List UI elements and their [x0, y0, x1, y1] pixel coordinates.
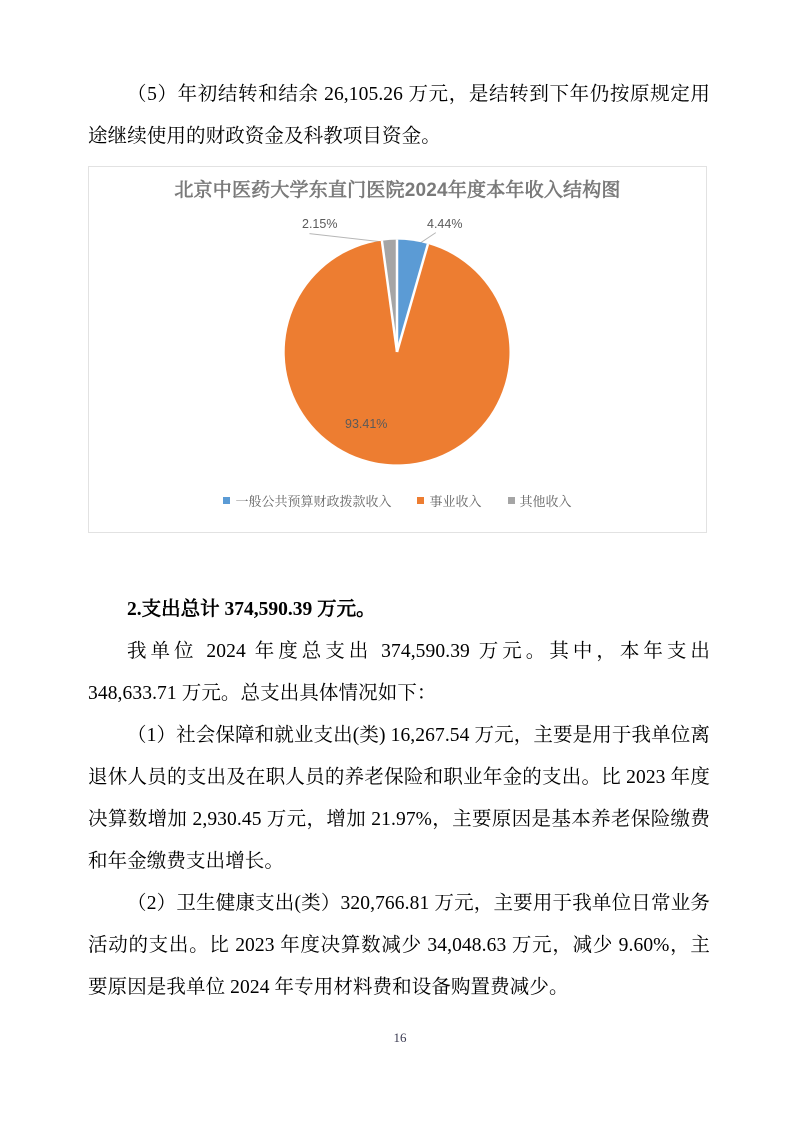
pie-label-other-income: 2.15%	[302, 217, 338, 231]
pie-label-general-budget: 4.44%	[427, 217, 463, 231]
legend-item-other-income	[508, 491, 572, 510]
legend-label: 事业收入	[429, 494, 482, 509]
legend-swatch-icon	[417, 497, 424, 504]
legend-item-operating-income	[417, 491, 481, 510]
legend-label: 其他收入	[519, 494, 572, 509]
pie-label-operating-income: 93.41%	[345, 417, 388, 431]
text-block-top	[88, 74, 710, 158]
chart-title: 北京中医药大学东直门医院2024年度本年收入结构图	[174, 180, 621, 201]
legend-item-general-budget	[223, 491, 391, 510]
paragraph-carryover: （5）年初结转和结余 26,105.26 万元，是结转到下年仍按原规定用途继续使用的财政资金及科教项目资金。	[88, 84, 710, 147]
chart-legend	[89, 491, 706, 510]
legend-swatch-icon	[223, 497, 230, 504]
paragraph-health-expenditure: （2）卫生健康支出(类）320,766.81 万元，主要用于我单位日常业务活动的支出。比 2023 年度决算数减少 34,048.63 万元，减少 9.60%，主要原因是我单位 2024 年专用材料费和设备购置费减少。	[88, 893, 710, 998]
legend-label: 一般公共预算财政拨款收入	[235, 494, 392, 509]
income-structure-chart	[88, 166, 707, 533]
page-number: 16	[393, 1030, 407, 1045]
paragraph-total-expenditure: 我单位 2024 年度总支出 374,590.39 万元。其中，本年支出 348,633.71 万元。总支出具体情况如下：	[88, 641, 710, 704]
pie-chart-graphic	[89, 167, 706, 532]
paragraph-social-security-expenditure: （1）社会保障和就业支出(类) 16,267.54 万元，主要是用于我单位离退休人员的支出及在职人员的养老保险和职业年金的支出。比 2023 年度决算数增加 2,930.45 万元，增加 21.97%，主要原因是基本养老保险缴费和年金缴费支出增长。	[88, 725, 710, 872]
text-block-bottom	[88, 589, 710, 1009]
legend-swatch-icon	[508, 497, 515, 504]
heading-total-expenditure: 2.支出总计 374,590.39 万元。	[127, 599, 376, 620]
